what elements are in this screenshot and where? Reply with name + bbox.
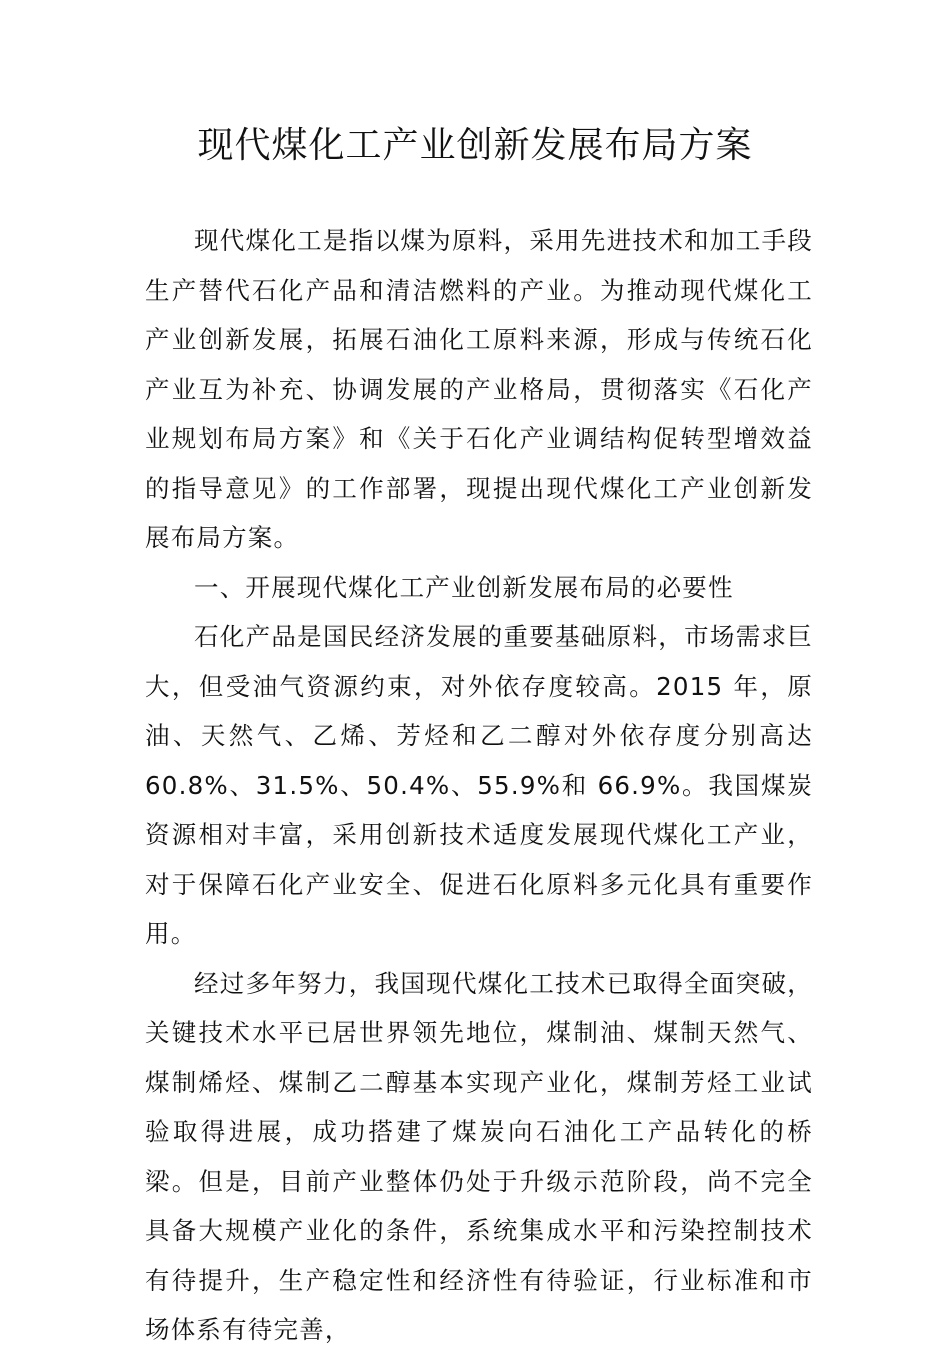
section-heading-1: 一、开展现代煤化工产业创新发展布局的必要性 (194, 572, 734, 602)
document-title: 现代煤化工产业创新发展布局方案 (197, 125, 753, 166)
paragraph-intro: 现代煤化工是指以煤为原料，采用先进技术和加工手段生产替代石化产品和清洁燃料的产业。为推动现代煤化工产业创新发展，拓展石油化工原料来源，形成与传统石化产业互为补充、协调发展的产业格局，贯彻落实《石化产业规划布局方案》和《关于石化产业调结构促转型增效益的指导意见》的工作部署，现提出现代煤化工产业创新发展布局方案。 (145, 226, 813, 552)
document-body (145, 216, 813, 1355)
paragraph-necessity: 石化产品是国民经济发展的重要基础原料，市场需求巨大，但受油气资源约束，对外依存度较高。2015 年，原油、天然气、乙烯、芳烃和乙二醇对外依存度分别高达 60.8%、31.5%、50.4%、55.9%和 66.9%。我国煤炭资源相对丰富，采用创新技术适度发展现代煤化工产业，对于保障石化产业安全、促进石化原料多元化具有重要作用。 (145, 622, 813, 948)
paragraph-progress: 经过多年努力，我国现代煤化工技术已取得全面突破，关键技术水平已居世界领先地位，煤制油、煤制天然气、煤制烯烃、煤制乙二醇基本实现产业化，煤制芳烃工业试验取得进展，成功搭建了煤炭向石油化工产品转化的桥梁。但是，目前产业整体仍处于升级示范阶段，尚不完全具备大规模产业化的条件，系统集成水平和污染控制技术有待提升，生产稳定性和经济性有待验证，行业标准和市场体系有待完善， (145, 968, 813, 1344)
